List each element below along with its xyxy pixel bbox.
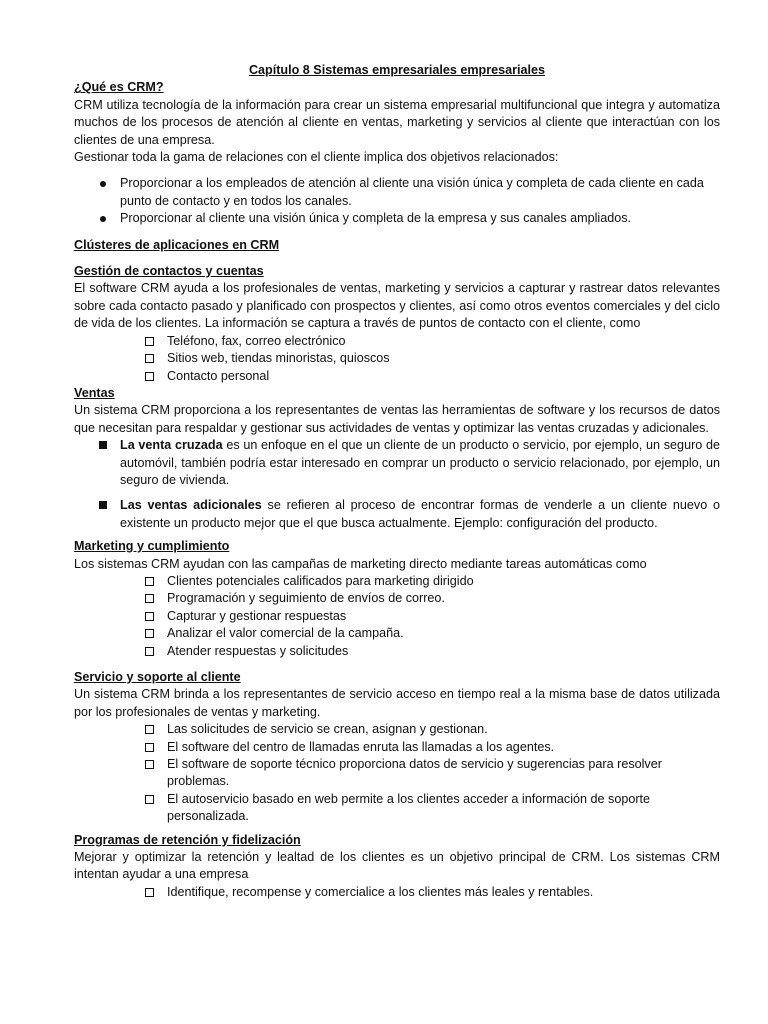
list-item: Clientes potenciales calificados para marketing dirigido bbox=[74, 573, 720, 590]
term-description: se refieren al proceso de encontrar formas de venderle a un cliente nuevo o existente un producto mejor que el que busca actualmente. Ejemplo: configuración del producto. bbox=[120, 498, 721, 530]
heading-retencion: Programas de retención y fidelización bbox=[74, 832, 301, 847]
paragraph: Un sistema CRM proporciona a los representantes de ventas las herramientas de software y los recursos de datos que necesitan para respaldar y gestionar sus actividades de ventas y optimizar las ventas cruzadas y adicionales. bbox=[74, 403, 720, 435]
paragraph: Un sistema CRM brinda a los representantes de servicio acceso en tiempo real a la misma base de datos utilizada por los profesionales de ventas y marketing. bbox=[74, 687, 720, 719]
paragraph: El software CRM ayuda a los profesionales de ventas, marketing y servicios a capturar y rastrear datos relevantes sobre cada contacto pasado y planificado con prospectos y clientes, así como otros eventos comerciales y del ciclo de vida de los clientes. La información se captura a través de puntos de contacto con el cliente, como bbox=[74, 281, 720, 331]
term-venta-cruzada: La venta cruzada bbox=[120, 438, 223, 453]
list-item: Teléfono, fax, correo electrónico bbox=[74, 333, 720, 350]
paragraph: Los sistemas CRM ayudan con las campañas de marketing directo mediante tareas automáticas como bbox=[74, 556, 647, 571]
heading-gestion-contactos: Gestión de contactos y cuentas bbox=[74, 264, 264, 279]
heading-servicio-soporte: Servicio y soporte al cliente bbox=[74, 670, 241, 684]
list-item bbox=[74, 437, 720, 489]
checkbox-list bbox=[74, 573, 720, 660]
list-item: Contacto personal bbox=[74, 368, 720, 385]
list-item: Identifique, recompense y comercialice a los clientes más leales y rentables. bbox=[74, 884, 720, 901]
list-item: Proporcionar al cliente una visión única y completa de la empresa y sus canales ampliados. bbox=[74, 210, 720, 227]
list-item: El autoservicio basado en web permite a los clientes acceder a información de soporte personalizada. bbox=[74, 791, 720, 826]
list-item: Las solicitudes de servicio se crean, asignan y gestionan. bbox=[74, 721, 720, 738]
checkbox-list bbox=[74, 333, 720, 385]
checkbox-list bbox=[74, 884, 720, 901]
list-item: Analizar el valor comercial de la campaña. bbox=[74, 625, 720, 642]
list-item: Sitios web, tiendas minoristas, quioscos bbox=[74, 350, 720, 367]
term-description: es un enfoque en el que un cliente de un producto o servicio, por ejemplo, un seguro de automóvil, también podría estar interesado en comprar un producto o servicio relacionado, por ejemplo, un seguro de vivienda. bbox=[120, 438, 720, 487]
paragraph: CRM utiliza tecnología de la información para crear un sistema empresarial multifuncional que integra y automatiza muchos de los procesos de atención al cliente en ventas, marketing y servicios al cliente que interactúan con los clientes de una empresa. bbox=[74, 97, 720, 147]
document-page bbox=[74, 62, 720, 901]
list-item: Programación y seguimiento de envíos de correo. bbox=[74, 590, 720, 607]
square-bullet-list bbox=[74, 437, 720, 532]
paragraph: Gestionar toda la gama de relaciones con el cliente implica dos objetivos relacionados: bbox=[74, 150, 559, 165]
heading-clusteres: Clústeres de aplicaciones en CRM bbox=[74, 237, 280, 252]
list-item: El software de soporte técnico proporciona datos de servicio y sugerencias para resolver problemas. bbox=[74, 756, 720, 791]
checkbox-list bbox=[74, 721, 720, 825]
paragraph: Mejorar y optimizar la retención y lealtad de los clientes es un objetivo principal de CRM. Los sistemas CRM intentan ayudar a una empresa bbox=[74, 850, 720, 882]
heading-marketing: Marketing y cumplimiento bbox=[74, 539, 230, 554]
page-title: Capítulo 8 Sistemas empresariales empresariales bbox=[248, 63, 546, 77]
list-item: El software del centro de llamadas enruta las llamadas a los agentes. bbox=[74, 739, 720, 756]
list-item: Atender respuestas y solicitudes bbox=[74, 643, 720, 660]
list-item: Proporcionar a los empleados de atención al cliente una visión única y completa de cada cliente en cada punto de contacto y en todos los canales. bbox=[74, 175, 720, 210]
list-item: Capturar y gestionar respuestas bbox=[74, 608, 720, 625]
heading-que-es-crm: ¿Qué es CRM? bbox=[74, 80, 164, 95]
heading-ventas: Ventas bbox=[74, 385, 115, 400]
bullet-list bbox=[74, 175, 720, 227]
term-ventas-adicionales: Las ventas adicionales bbox=[120, 498, 262, 513]
list-item bbox=[74, 497, 720, 532]
